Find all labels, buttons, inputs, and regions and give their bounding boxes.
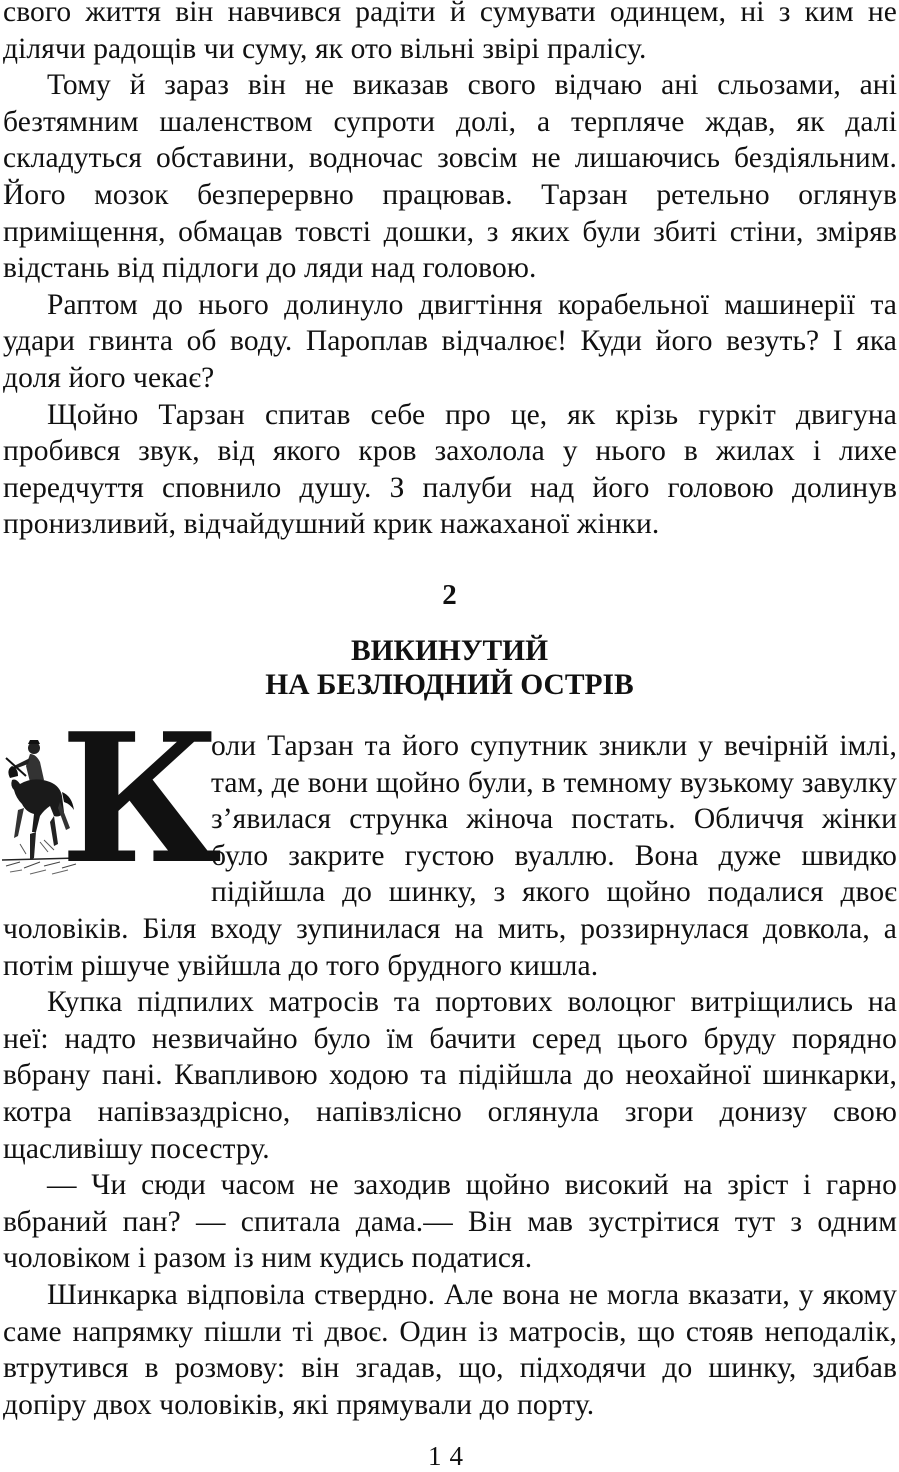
chapter-title-line-1: ВИКИНУТИЙ xyxy=(350,635,549,667)
paragraph: свого життя він навчився радіти й сумувати одинцем, ні з ким не ділячи радощів чи суму, як ото вільні звірі пралісу. xyxy=(3,0,897,65)
dropcap-letter: К xyxy=(60,694,223,903)
paragraph: оли Тарзан та його супутник зникли у вечірній імлі, там, де вони щойно були, в темному вузькому завулку з’явилася струнка жіноча постать. Обличчя жінки було закрите густою вуаллю. Вона дуже швидко підійшла до шинку, з якого щойно подалися двоє чоловіків. Біля входу зупинилася на мить, роззирнулася довкола, а потім рішуче увійшла до того брудного кишла. xyxy=(3,730,897,982)
chapter-number: 2 xyxy=(442,579,457,611)
dropcap xyxy=(0,694,223,903)
paragraph: Купка підпилих матросів та портових волоцюг витріщились на неї: надто незвичайно було їм бачити серед цього бруду порядно вбрану пані. Квапливою ходою та підійшла до неохайної шинкарки, котра напівзаздрісно, напівзлісно оглянула згори донизу свою щасливішу посестру. xyxy=(3,986,897,1165)
paragraph: Шинкарка відповіла ствердно. Але вона не могла вказати, у якому саме напрямку пішли ті двоє. Один із матросів, що стояв неподалік, втрутився в розмову: він згадав, що, підходячи до шинку, здибав допіру двох чоловіків, які прямували до порту. xyxy=(3,1278,897,1421)
paragraph: — Чи сюди часом не заходив щойно високий на зріст і гарно вбраний пан? — спитала дама.— Він мав зустрітися тут з одним чоловіком і разом із ним кудись податися. xyxy=(3,1169,897,1275)
chapter-title-line-2: НА БЕЗЛЮДНИЙ ОСТРІВ xyxy=(265,669,634,701)
section-2-text xyxy=(3,694,897,1423)
chapter-title xyxy=(0,634,899,702)
paragraph: Щойно Тарзан спитав себе про це, як крізь гуркіт двигуна пробився звук, від якого кров захолола у нього в жилах і лихе передчуття сповнило душу. З палуби над його головою долинув пронизливий, відчайдушний крик нажаханої жінки. xyxy=(3,398,897,541)
paragraph: Раптом до нього долинуло двигтіння корабельної машинерії та удари гвинта об воду. Пароплав відчалює! Куди його везуть? І яка доля його чекає? xyxy=(3,288,897,394)
section-1-text xyxy=(3,0,897,543)
paragraph: Тому й зараз він не виказав свого відчаю ані сльозами, ані безтямним шаленством супроти долі, а терпляче ждав, як далі складуться обставини, водночас зовсім не лишаючись бездіяльним. Його мозок безперервно працював. Тарзан ретельно оглянув приміщення, обмацав товсті дошки, з яких були збиті стіни, зміряв відстань від підлоги до ляди над головою. xyxy=(3,69,897,285)
page-number: 14 xyxy=(428,1441,471,1471)
